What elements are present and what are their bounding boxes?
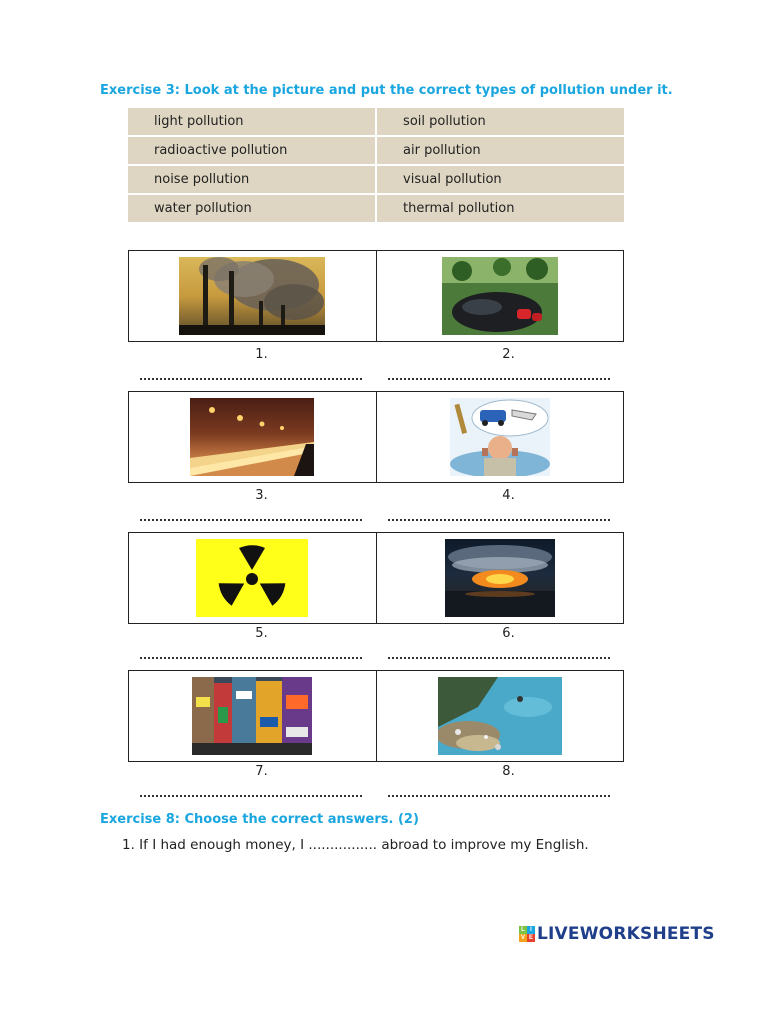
picture-cell	[377, 533, 624, 623]
word-bank	[128, 108, 624, 224]
answer-blank[interactable]	[140, 795, 362, 797]
city-billboards-picture	[192, 677, 312, 755]
item-number: 5.	[255, 626, 268, 641]
logo-letter: I	[527, 926, 535, 934]
item-number: 3.	[255, 488, 268, 503]
nuclear-explosion-picture	[445, 539, 555, 617]
logo-letter: L	[519, 926, 527, 934]
item-number: 8.	[502, 764, 515, 779]
item-number: 7.	[255, 764, 268, 779]
factory-smoke-picture	[179, 257, 325, 335]
noise-cartoon-picture	[450, 398, 550, 476]
radiation-symbol-picture	[196, 539, 308, 617]
picture-cell	[377, 671, 624, 761]
answer-blank[interactable]	[388, 795, 610, 797]
picture-cell	[129, 251, 377, 341]
exercise-8-title: Exercise 8: Choose the correct answers. (2)	[100, 812, 419, 827]
picture-row	[128, 250, 624, 342]
word-bank-item: soil pollution	[376, 108, 624, 136]
polluted-soil-picture	[442, 257, 558, 335]
logo-letter: E	[528, 935, 533, 941]
word-bank-item: air pollution	[376, 136, 624, 165]
item-number: 4.	[502, 488, 515, 503]
picture-cell	[129, 533, 377, 623]
answer-blank[interactable]	[388, 657, 610, 659]
word-bank-item: visual pollution	[376, 165, 624, 194]
item-number: 1.	[255, 347, 268, 362]
question-1: 1. If I had enough money, I ................ abroad to improve my English.	[122, 837, 589, 853]
word-bank-item: radioactive pollution	[128, 136, 376, 165]
polluted-water-picture	[438, 677, 562, 755]
logo-squares-icon	[519, 926, 535, 942]
brand-name: LIVEWORKSHEETS	[537, 924, 715, 944]
picture-cell	[129, 392, 377, 482]
picture-cell	[377, 251, 624, 341]
answer-blank[interactable]	[388, 519, 610, 521]
answer-blank[interactable]	[388, 378, 610, 380]
picture-row	[128, 532, 624, 624]
word-bank-item: light pollution	[128, 108, 376, 136]
answer-blank[interactable]	[140, 519, 362, 521]
picture-row	[128, 391, 624, 483]
word-bank-item: noise pollution	[128, 165, 376, 194]
item-number: 2.	[502, 347, 515, 362]
item-number: 6.	[502, 626, 515, 641]
logo-letter: V	[520, 935, 525, 941]
picture-row	[128, 670, 624, 762]
exercise-3-title: Exercise 3: Look at the picture and put the correct types of pollution under it.	[100, 83, 673, 98]
night-highway-lights-picture	[190, 398, 314, 476]
liveworksheets-logo	[519, 924, 715, 944]
answer-blank[interactable]	[140, 657, 362, 659]
word-bank-item: water pollution	[128, 194, 376, 223]
picture-cell	[129, 671, 377, 761]
picture-cell	[377, 392, 624, 482]
answer-blank[interactable]	[140, 378, 362, 380]
word-bank-item: thermal pollution	[376, 194, 624, 223]
